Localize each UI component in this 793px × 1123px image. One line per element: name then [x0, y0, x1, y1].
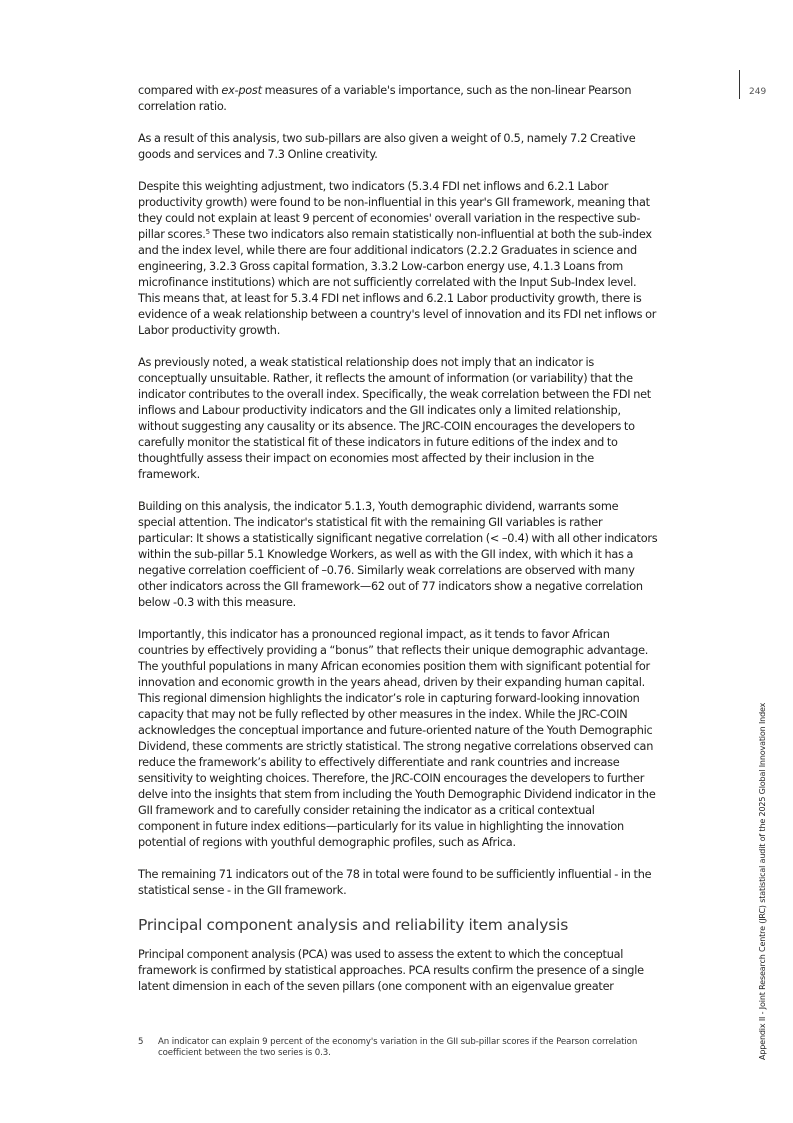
page-number-rule: [739, 70, 740, 99]
paragraph-8: Principal component analysis (PCA) was used to assess the extent to which the conceptual framework is confirmed by statistical approaches. PCA results confirm the presence of a single latent dimension in each of the seven pillars (one component with an eigenvalue greater: [138, 948, 644, 993]
paragraph-5: Building on this analysis, the indicator 5.1.3, Youth demographic dividend, warrants some special attention. The indicator's statistical fit with the remaining GII variables is rather particular: It shows a statistically significant negative correlation (< –0.4) with all other indicators within the sub-pillar 5.1 Knowledge Workers, as well as with the GII index, with which it has a negative correlation coefficient of –0.76. Similarly weak correlations are observed with many other indicators across the GII framework—62 out of 77 indicators show a negative correlation below -0.3 with this measure.: [138, 500, 658, 609]
running-side-label: Appendix II - Joint Research Centre (JRC) statistical audit of the 2025 Global Innovation Index: [758, 702, 767, 1060]
paragraph-3: [138, 179, 658, 339]
paragraph-7: The remaining 71 indicators out of the 78 in total were found to be sufficiently influential - in the statistical sense - in the GII framework.: [138, 868, 652, 897]
footnote-text: An indicator can explain 9 percent of the economy's variation in the GII sub-pillar scores if the Pearson correlation coefficient between the two series is 0.3.: [158, 1037, 638, 1058]
footnote-reference: 5: [205, 228, 210, 236]
paragraph-1-text: compared with: [138, 84, 222, 97]
section-heading: Principal component analysis and reliability item analysis: [138, 916, 569, 934]
page-number: 249: [749, 87, 767, 97]
footnote: [138, 1037, 658, 1059]
main-text: [138, 83, 658, 1011]
paragraph-3-text-end: These two indicators also remain statistically non-influential at both the sub-index and the index level, while there are four additional indicators (2.2.2 Graduates in science and engineering, 3.2.3 Gross capital formation, 3.3.2 Low-carbon energy use, 4.1.3 Loans from microfinance institutions) which are not sufficiently correlated with the Input Sub-Index level. This means that, at least for 5.3.4 FDI net inflows and 6.2.1 Labor productivity growth, there is evidence of a weak relationship between a country's level of innovation and its FDI net inflows or Labor productivity growth.: [138, 228, 657, 337]
paragraph-2: As a result of this analysis, two sub-pillars are also given a weight of 0.5, namely 7.2 Creative goods and services and 7.3 Online creativity.: [138, 132, 636, 161]
paragraph-1: [138, 83, 658, 115]
paragraph-4: As previously noted, a weak statistical relationship does not imply that an indicator is conceptually unsuitable. Rather, it reflects the amount of information (or variability) that the indicator contributes to the overall index. Specifically, the weak correlation between the FDI net inflows and Labour productivity indicators and the GII indicates only a limited relationship, without suggesting any causality or its absence. The JRC-COIN encourages the developers to carefully monitor the statistical fit of these indicators in future editions of the index and to thoughtfully assess their impact on economies most affected by their inclusion in the framework.: [138, 356, 651, 481]
footnote-number: 5: [138, 1037, 144, 1047]
paragraph-3-text: Despite this weighting adjustment, two indicators (5.3.4 FDI net inflows and 6.2.1 Labor productivity growth) were found to be non-influential in this year's GII framework, meaning that they could not explain at least 9 percent of economies' overall variation in the respective sub-pillar scores.: [138, 180, 650, 241]
paragraph-1-text-end: measures of a variable's importance, such as the non-linear Pearson correlation ratio.: [138, 84, 632, 113]
paragraph-6: Importantly, this indicator has a pronounced regional impact, as it tends to favor African countries by effectively providing a “bonus” that reflects their unique demographic advantage. The youthful populations in many African economies position them with significant potential for innovation and economic growth in the years ahead, driven by their expanding human capital. This regional dimension highlights the indicator’s role in capturing forward-looking innovation capacity that may not be fully reflected by other measures in the index. While the JRC-COIN acknowledges the conceptual importance and future-oriented nature of the Youth Demographic Dividend, these comments are strictly statistical. The strong negative correlations observed can reduce the framework’s ability to effectively differentiate and rank countries and increase sensitivity to weighting choices. Therefore, the JRC-COIN encourages the developers to further delve into the insights that stem from including the Youth Demographic Dividend indicator in the GII framework and to carefully consider retaining the indicator as a critical contextual component in future index editions—particularly for its value in highlighting the innovation potential of regions with youthful demographic profiles, such as Africa.: [138, 628, 656, 849]
paragraph-1-emphasis: ex-post: [221, 84, 262, 97]
